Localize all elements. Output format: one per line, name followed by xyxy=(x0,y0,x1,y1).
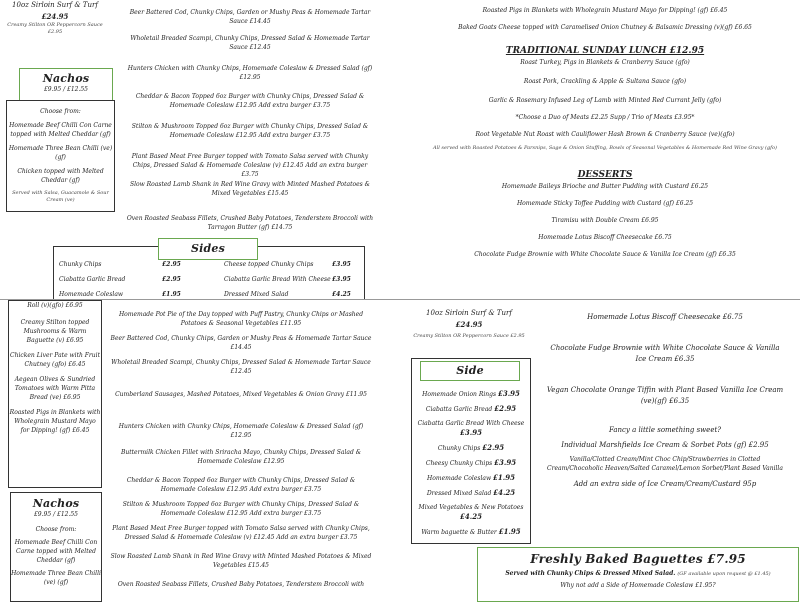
list-item xyxy=(414,419,528,438)
list-item: Chocolate Fudge Brownie with White Chocolate Sauce & Vanilla Ice Cream £6.35 xyxy=(550,344,780,363)
sides-title: Sides xyxy=(190,242,225,255)
list-item: Roast Pork, Crackling & Apple & Sultana Sauce (gfo) xyxy=(523,78,687,85)
list-item xyxy=(414,404,528,414)
sides-title-box xyxy=(158,238,258,260)
sirloin-price: £24.95 xyxy=(41,12,69,21)
list-item: Homemade Three Bean Chilli (ve) (gf) xyxy=(11,570,101,586)
side-price: £1.95 xyxy=(162,291,181,298)
list-item: Homemade Beef Chilli Con Carne topped with Melted Cheddar (gf) xyxy=(14,539,98,564)
starters-box xyxy=(8,300,102,488)
list-item: Tiramisu with Double Cream £6.95 xyxy=(551,217,659,224)
baguettes-box xyxy=(477,547,799,602)
list-item: Beer Battered Cod, Chunky Chips, Garden or Mushy Peas & Homemade Tartar Sauce £14.45 xyxy=(129,9,371,25)
pigs-line: Roasted Pigs in Blankets with Wholegrain Mustard Mayo for Dipping! (gf) £6.45 xyxy=(482,7,728,14)
list-item: Creamy Stilton topped Mushrooms & Warm Baguette (v) £6.95 xyxy=(20,319,90,344)
side-title: Side xyxy=(456,364,484,377)
list-item: Roasted Pigs in Blankets with Wholegrain Mustard Mayo for Dipping! (gf) £6.45 xyxy=(9,409,101,434)
choose-from: Choose from: xyxy=(35,526,77,533)
list-item xyxy=(414,458,528,468)
list-item: Plant Based Meat Free Burger topped with Tomato Salsa served with Chunky Chips, Dressed Salad & Homemade Coleslaw (v) £12.45 Add an extra burger £3.75 xyxy=(112,525,370,541)
side-price: £2.95 xyxy=(494,404,517,413)
list-item: Cheddar & Bacon Topped 6oz Burger with Chunky Chips, Dressed Salad & Homemade Coleslaw £12.95 Add extra burger £3.75 xyxy=(135,93,365,109)
list-item: Homemade Pot Pie of the Day topped with Puff Pastry, Chunky Chips or Mashed Potatoes & Seasonal Vegetables £11.95 xyxy=(118,311,364,327)
side-title-box xyxy=(420,361,520,381)
list-item: Chocolate Fudge Brownie with White Chocolate Sauce & Vanilla Ice Cream (gf) £6.35 xyxy=(474,251,736,258)
list-item: Homemade Sticky Toffee Pudding with Custard (gf) £6.25 xyxy=(516,200,694,207)
list-item: Slow Roasted Lamb Shank in Red Wine Gravy with Minted Mashed Potatoes & Mixed Vegetables £15.45 xyxy=(129,181,370,197)
side-price: £1.95 xyxy=(498,527,521,536)
side-price: £3.95 xyxy=(332,276,351,283)
desserts-title: DESSERTS xyxy=(577,170,633,180)
sunday-footer: All served with Roasted Potatoes & Parsnips, Sage & Onion Stuffing, Bowls of Seasonal Vegetables & Homemade Red Wine Gravy (gfo) xyxy=(433,145,777,151)
list-item xyxy=(414,488,528,498)
desserts-list xyxy=(545,312,785,490)
side-item: Chunky Chips xyxy=(437,445,481,452)
list-item: Roll (v)(gfo) £6.95 xyxy=(27,302,83,309)
side-price: £3.95 xyxy=(460,428,482,437)
baguettes-title: Freshly Baked Baguettes £7.95 xyxy=(530,552,746,566)
list-item: Fancy a little something sweet? xyxy=(608,426,722,434)
sirloin-title: 10oz Sirloin Surf & Turf xyxy=(12,1,98,9)
side-price: £3.95 xyxy=(497,389,520,398)
side-item: Mixed Vegetables & New Potatoes xyxy=(418,504,524,511)
goats-line: Baked Goats Cheese topped with Caramelised Onion Chutney & Balsamic Dressing (v)(gf) £6.65 xyxy=(458,24,752,31)
side-item: Ciabatta Garlic Bread xyxy=(425,406,493,413)
list-item: Vanilla/Clotted Cream/Mint Choc Chip/Strawberries in Clotted Cream/Chocoholic Heaven/Salted Caramel/Lemon Sorbet/Plant Based Vanilla xyxy=(547,456,783,472)
list-item: Homemade Lotus Biscoff Cheesecake £6.75 xyxy=(538,234,672,241)
sirloin-block xyxy=(410,308,528,340)
sirloin-block xyxy=(0,0,110,36)
sirloin-price: £24.95 xyxy=(455,320,483,329)
nachos-title: Nachos xyxy=(42,72,90,85)
list-item: Hunters Chicken with Chunky Chips, Homemade Coleslaw & Dressed Salad (gf) £12.95 xyxy=(118,423,364,439)
side-price: £4.25 xyxy=(460,512,482,521)
list-item: Roast Turkey, Pigs in Blankets & Cranberry Sauce (gfo) xyxy=(520,59,690,66)
list-item: Homemade Beef Chilli Con Carne topped with Melted Cheddar (gf) xyxy=(9,122,112,138)
side-price: £2.95 xyxy=(162,261,181,268)
list-item: Homemade Baileys Brioche and Butter Pudding with Custard £6.25 xyxy=(501,183,709,190)
baguettes-coleslaw: Why not add a Side of Homemade Coleslaw £1.95? xyxy=(560,582,716,589)
nachos-box xyxy=(19,68,113,104)
list-item: Plant Based Meat Free Burger topped with Tomato Salsa served with Chunky Chips, Dressed Salad & Homemade Coleslaw (v) £12.45 Add an extra burger £3.75 xyxy=(131,153,369,178)
side-item: Warm baguette & Butter xyxy=(421,529,497,536)
list-item: Oven Roasted Seabass Fillets, Crushed Baby Potatoes, Tenderstem Broccoli with Tarragon Butter (gf) £14.75 xyxy=(126,215,374,231)
list-item: Beer Battered Cod, Chunky Chips, Garden or Mushy Peas & Homemade Tartar Sauce £14.45 xyxy=(110,335,372,351)
side-item: Homemade Onion Rings xyxy=(422,391,497,398)
side-item: Homemade Coleslaw xyxy=(59,291,124,298)
side-box xyxy=(411,358,531,544)
side-item: Cheesy Chunky Chips xyxy=(425,460,493,467)
sirloin-title: 10oz Sirloin Surf & Turf xyxy=(426,309,512,317)
side-price: £3.95 xyxy=(494,458,517,467)
side-price: £4.25 xyxy=(332,291,351,298)
side-list xyxy=(414,389,528,542)
list-item: Slow Roasted Lamb Shank in Red Wine Gravy with Minted Mashed Potatoes & Mixed Vegetables £15.45 xyxy=(110,553,372,569)
list-item: Chicken topped with Melted Cheddar (gf) xyxy=(17,168,104,184)
list-item: Homemade Lotus Biscoff Cheesecake £6.75 xyxy=(587,313,743,321)
list-item: *Choose a Duo of Meats £2.25 Supp / Trio of Meats £3.95* xyxy=(515,114,695,121)
list-item: Aegean Olives & Sundried Tomatoes with Warm Pitta Bread (ve) £6.95 xyxy=(14,376,96,401)
side-item: Homemade Coleslaw xyxy=(427,475,492,482)
page-divider xyxy=(0,299,800,300)
nachos-title: Nachos xyxy=(32,497,80,510)
side-item: Chunky Chips xyxy=(59,261,102,268)
list-item: Chicken Liver Pate with Fruit Chutney (gfo) £6.45 xyxy=(10,352,100,368)
sunday-desserts xyxy=(410,6,800,259)
nachos-box xyxy=(10,492,102,602)
list-item: Wholetail Breaded Scampi, Chunky Chips, Dressed Salad & Homemade Tartar Sauce £12.45 xyxy=(111,359,371,375)
list-item xyxy=(414,389,528,399)
list-item: Stilton & Mushroom Topped 6oz Burger with Chunky Chips, Dressed Salad & Homemade Coleslaw £12.95 Add extra burger £3.75 xyxy=(131,123,369,139)
side-price: £1.95 xyxy=(493,473,515,482)
list-item xyxy=(414,527,528,537)
baguettes-subtitle: Served with Chunky Chips & Dressed Mixed Salad. xyxy=(505,570,676,577)
sunday-title: TRADITIONAL SUNDAY LUNCH £12.95 xyxy=(505,46,705,56)
list-item: Hunters Chicken with Chunky Chips, Homemade Coleslaw & Dressed Salad (gf) £12.95 xyxy=(127,65,373,81)
sirloin-note: Creamy Stilton OR Peppercorn Sauce £2.95 xyxy=(7,22,103,35)
list-item xyxy=(414,473,528,483)
list-item: Cumberland Sausages, Mashed Potatoes, Mixed Vegetables & Onion Gravy £11.95 xyxy=(115,391,367,398)
nachos-price: £9.95 / £12.55 xyxy=(33,511,78,518)
choose-from: Choose from: xyxy=(40,108,81,115)
side-price: £2.95 xyxy=(482,443,505,452)
list-item: Root Vegetable Nut Roast with Cauliflower Hash Brown & Cranberry Sauce (ve)(gfo) xyxy=(475,131,735,138)
list-item: Wholetail Breaded Scampi, Chunky Chips, Dressed Salad & Homemade Tartar Sauce £12.45 xyxy=(130,35,370,51)
list-item: Individual Marshfields Ice Cream & Sorbet Pots (gf) £2.95 xyxy=(561,441,769,449)
nachos-list xyxy=(6,100,115,212)
mains-list xyxy=(110,310,372,591)
side-price: £2.95 xyxy=(162,276,181,283)
list-item: Cheddar & Bacon Topped 6oz Burger with Chunky Chips, Dressed Salad & Homemade Coleslaw £12.95 Add extra burger £3.75 xyxy=(126,477,356,493)
side-item: Dressed Mixed Salad xyxy=(224,291,289,298)
nachos-price: £9.95 / £12.55 xyxy=(43,86,88,93)
baguettes-gf-note: (GF available upon request @ £1.45) xyxy=(677,571,771,577)
list-item: Garlic & Rosemary Infused Leg of Lamb with Minted Red Currant Jelly (gfo) xyxy=(488,97,722,104)
side-item: Cheese topped Chunky Chips xyxy=(224,261,314,268)
side-price: £4.25 xyxy=(493,488,516,497)
side-item: Ciabatta Garlic Bread With Cheese xyxy=(224,276,331,283)
side-item: Dressed Mixed Salad xyxy=(426,490,492,497)
list-item: Vegan Chocolate Orange Tiffin with Plant Based Vanilla Ice Cream (ve)(gf) £6.35 xyxy=(546,386,784,405)
list-item: Oven Roasted Seabass Fillets, Crushed Baby Potatoes, Tenderstem Broccoli with xyxy=(117,581,365,588)
mains-list xyxy=(125,8,375,236)
list-item: Add an extra side of Ice Cream/Cream/Custard 95p xyxy=(573,480,757,488)
list-item xyxy=(414,443,528,453)
list-item xyxy=(414,503,528,522)
list-item: Stilton & Mushroom Topped 6oz Burger with Chunky Chips, Dressed Salad & Homemade Coleslaw £12.95 Add extra burger £3.75 xyxy=(122,501,360,517)
side-item: Ciabatta Garlic Bread With Cheese xyxy=(417,420,525,427)
list-item: Homemade Three Bean Chilli (ve) (gf) xyxy=(8,145,113,161)
sirloin-note: Creamy Stilton OR Peppercorn Sauce £2.95 xyxy=(413,333,525,339)
side-price: £3.95 xyxy=(332,261,351,268)
nachos-footer: Served with Salsa, Guacamole & Sour Cream (ve) xyxy=(12,190,109,203)
list-item: Buttermilk Chicken Fillet with Sriracha Mayo, Chunky Chips, Dressed Salad & Homemade Coleslaw £12.95 xyxy=(120,449,362,465)
side-item: Ciabatta Garlic Bread xyxy=(59,276,126,283)
